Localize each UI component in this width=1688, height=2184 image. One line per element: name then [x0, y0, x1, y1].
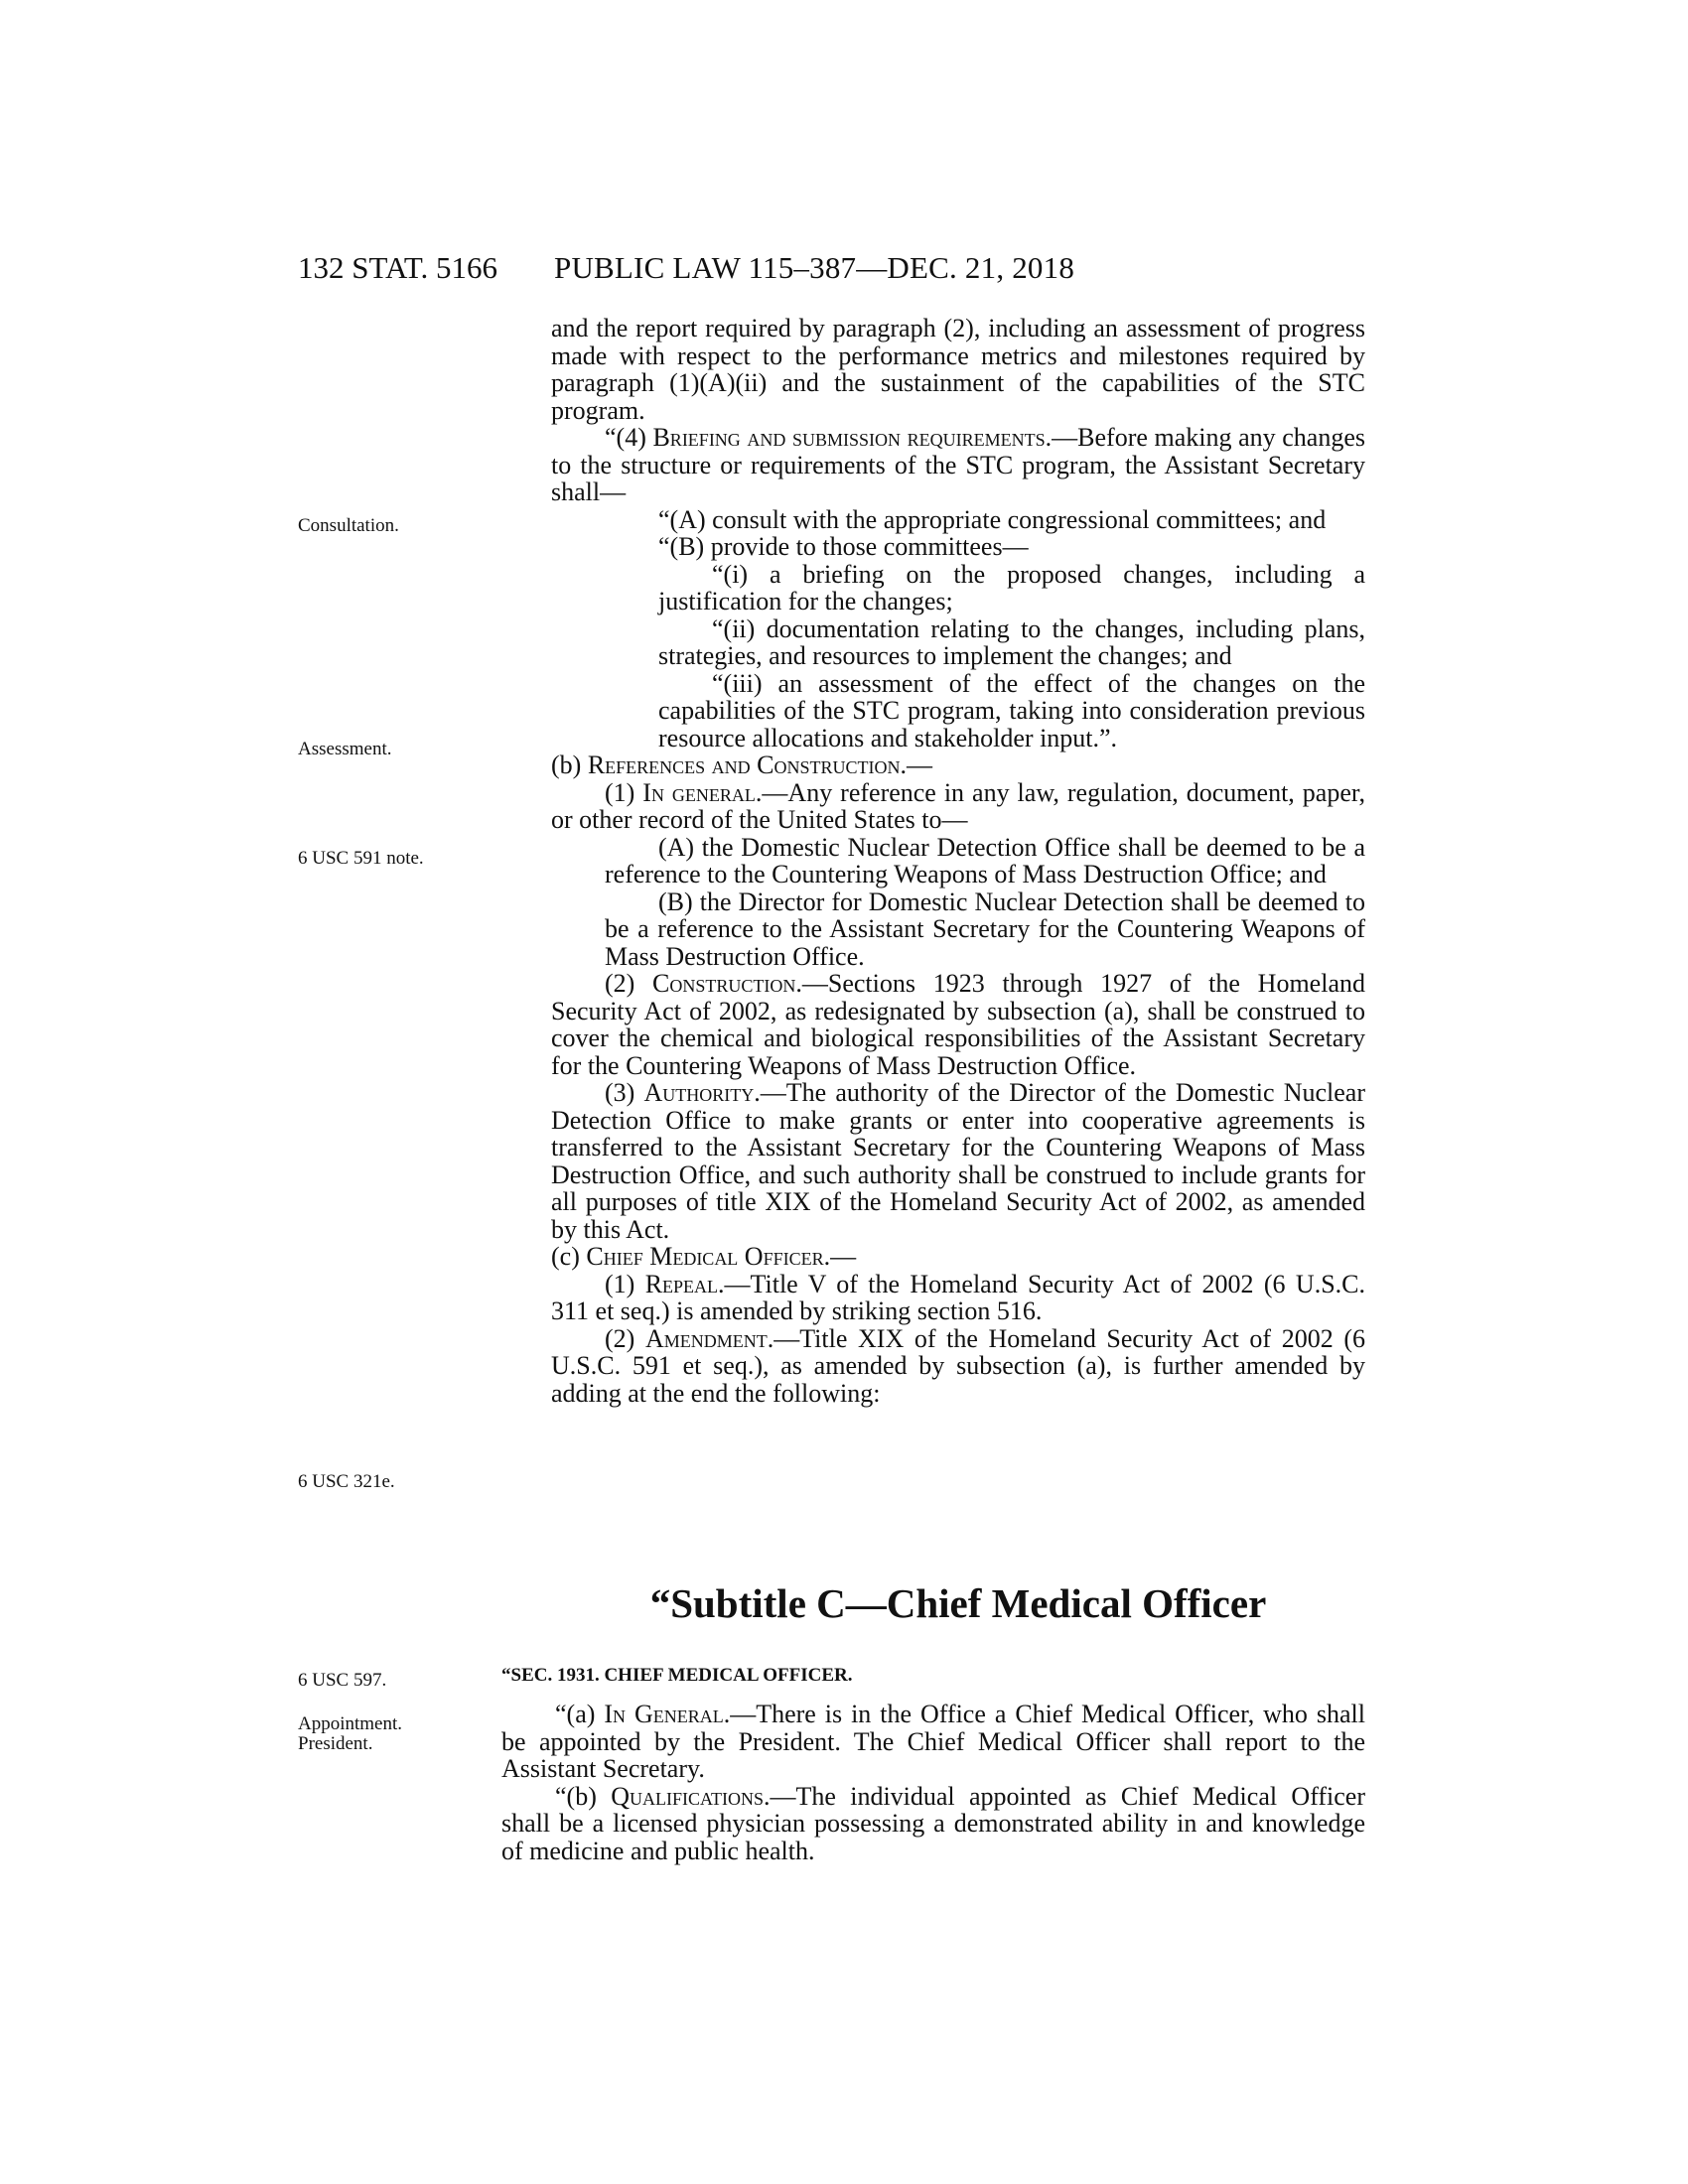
- paragraph: “(A) consult with the appropriate congressional committees; and: [658, 504, 1327, 534]
- paragraph-heading: References and Construction: [587, 751, 901, 779]
- section-heading: “SEC. 1931. CHIEF MEDICAL OFFICER.: [501, 1665, 853, 1686]
- paragraph: (1) In general.—Any reference in any law, regulation, document, paper, or other record of the United States to—: [551, 777, 1365, 834]
- paragraph: and the report required by paragraph (2), including an assessment of progress made with respect to the performance metrics and milestones required by paragraph (1)(A)(ii) and the sustainment of the capabilities of the STC program.: [551, 314, 1365, 425]
- paragraph: (B) the Director for Domestic Nuclear Detection shall be deemed to be a reference to the Assistant Secretary for the Countering Weapons of Mass Destruction Office.: [605, 887, 1365, 971]
- running-title: PUBLIC LAW 115–387—DEC. 21, 2018: [554, 250, 1075, 285]
- paragraph: (3) Authority.—The authority of the Director of the Domestic Nuclear Detection Office to make grants or enter into cooperative agreements is transferred to the Assistant Secretary for the Countering Weapons of Mass Destruction Office, and such authority shall be construed to include grants for all purposes of title XIX of the Homeland Security Act of 2002, as amended by this Act.: [551, 1078, 1365, 1244]
- paragraph-heading: Chief Medical Officer: [586, 1242, 824, 1271]
- paragraph-heading: Construction: [652, 969, 796, 998]
- paragraph: (1) Repeal.—Title V of the Homeland Security Act of 2002 (6 U.S.C. 311 et seq.) is amended by striking section 516.: [551, 1269, 1365, 1325]
- paragraph: “(iii) an assessment of the effect of the changes on the capabilities of the STC program, taking into consideration previous resource allocations and stakeholder input.”.: [658, 668, 1365, 752]
- paragraph-heading: In General: [604, 1700, 724, 1728]
- paragraph: (2) Amendment.—Title XIX of the Homeland Security Act of 2002 (6 U.S.C. 591 et seq.), as amended by subsection (a), is further amended by adding at the end the following:: [551, 1323, 1365, 1408]
- paragraph-heading: Amendment: [644, 1323, 768, 1353]
- paragraph-heading: Qualifications: [611, 1781, 764, 1811]
- paragraph: “(B) provide to those committees—: [658, 532, 1029, 561]
- paragraph-heading: Repeal: [644, 1269, 719, 1298]
- section-block: [298, 1662, 1415, 1864]
- subtitle-heading: “Subtitle C—Chief Medical Officer: [649, 1580, 1267, 1626]
- paragraph: (A) the Domestic Nuclear Detection Office shall be deemed to be a reference to the Countering Weapons of Mass Destruction Office; and: [605, 832, 1365, 888]
- paragraph: “(i) a briefing on the proposed changes, including a justification for the changes;: [658, 559, 1365, 615]
- margin-note-usc-591-note: 6 USC 591 note.: [298, 848, 424, 869]
- margin-note-president: President.: [298, 1733, 373, 1754]
- margin-note-appointment: Appointment.: [298, 1713, 403, 1734]
- stat-page-number: 132 STAT. 5166: [298, 250, 498, 285]
- document-body: [298, 315, 1415, 1407]
- paragraph: (2) Construction.—Sections 1923 through 1927 of the Homeland Security Act of 2002, as redesignated by subsection (a), shall be construed to cover the chemical and biological responsibilities of the Assistant Secretary for the Countering Weapons of Mass Destruction Office.: [551, 969, 1365, 1080]
- subsection-heading: (b) References and Construction.—: [551, 751, 933, 779]
- paragraph-heading: Authority: [643, 1078, 755, 1107]
- paragraph: “(4) Briefing and submission requirements.—Before making any changes to the structure or requirements of the STC program, the Assistant Secretary shall—: [551, 423, 1365, 506]
- paragraph-heading: Briefing and submission requirements: [652, 423, 1046, 452]
- margin-note-usc-597: 6 USC 597.: [298, 1670, 387, 1691]
- paragraph: “(ii) documentation relating to the changes, including plans, strategies, and resources to implement the changes; and: [658, 614, 1365, 670]
- subsection-heading: (c) Chief Medical Officer.—: [551, 1242, 857, 1271]
- margin-note-assessment: Assessment.: [298, 739, 392, 759]
- paragraph-heading: In general: [642, 777, 756, 807]
- page-header: [298, 248, 1440, 288]
- paragraph: “(b) Qualifications.—The individual appointed as Chief Medical Officer shall be a licensed physician possessing a demonstrated ability in and knowledge of medicine and public health.: [501, 1781, 1366, 1865]
- paragraph: “(a) In General.—There is in the Office a Chief Medical Officer, who shall be appointed by the President. The Chief Medical Officer shall report to the Assistant Secretary.: [501, 1700, 1365, 1783]
- margin-note-consultation: Consultation.: [298, 515, 399, 536]
- margin-note-usc-321e: 6 USC 321e.: [298, 1471, 395, 1492]
